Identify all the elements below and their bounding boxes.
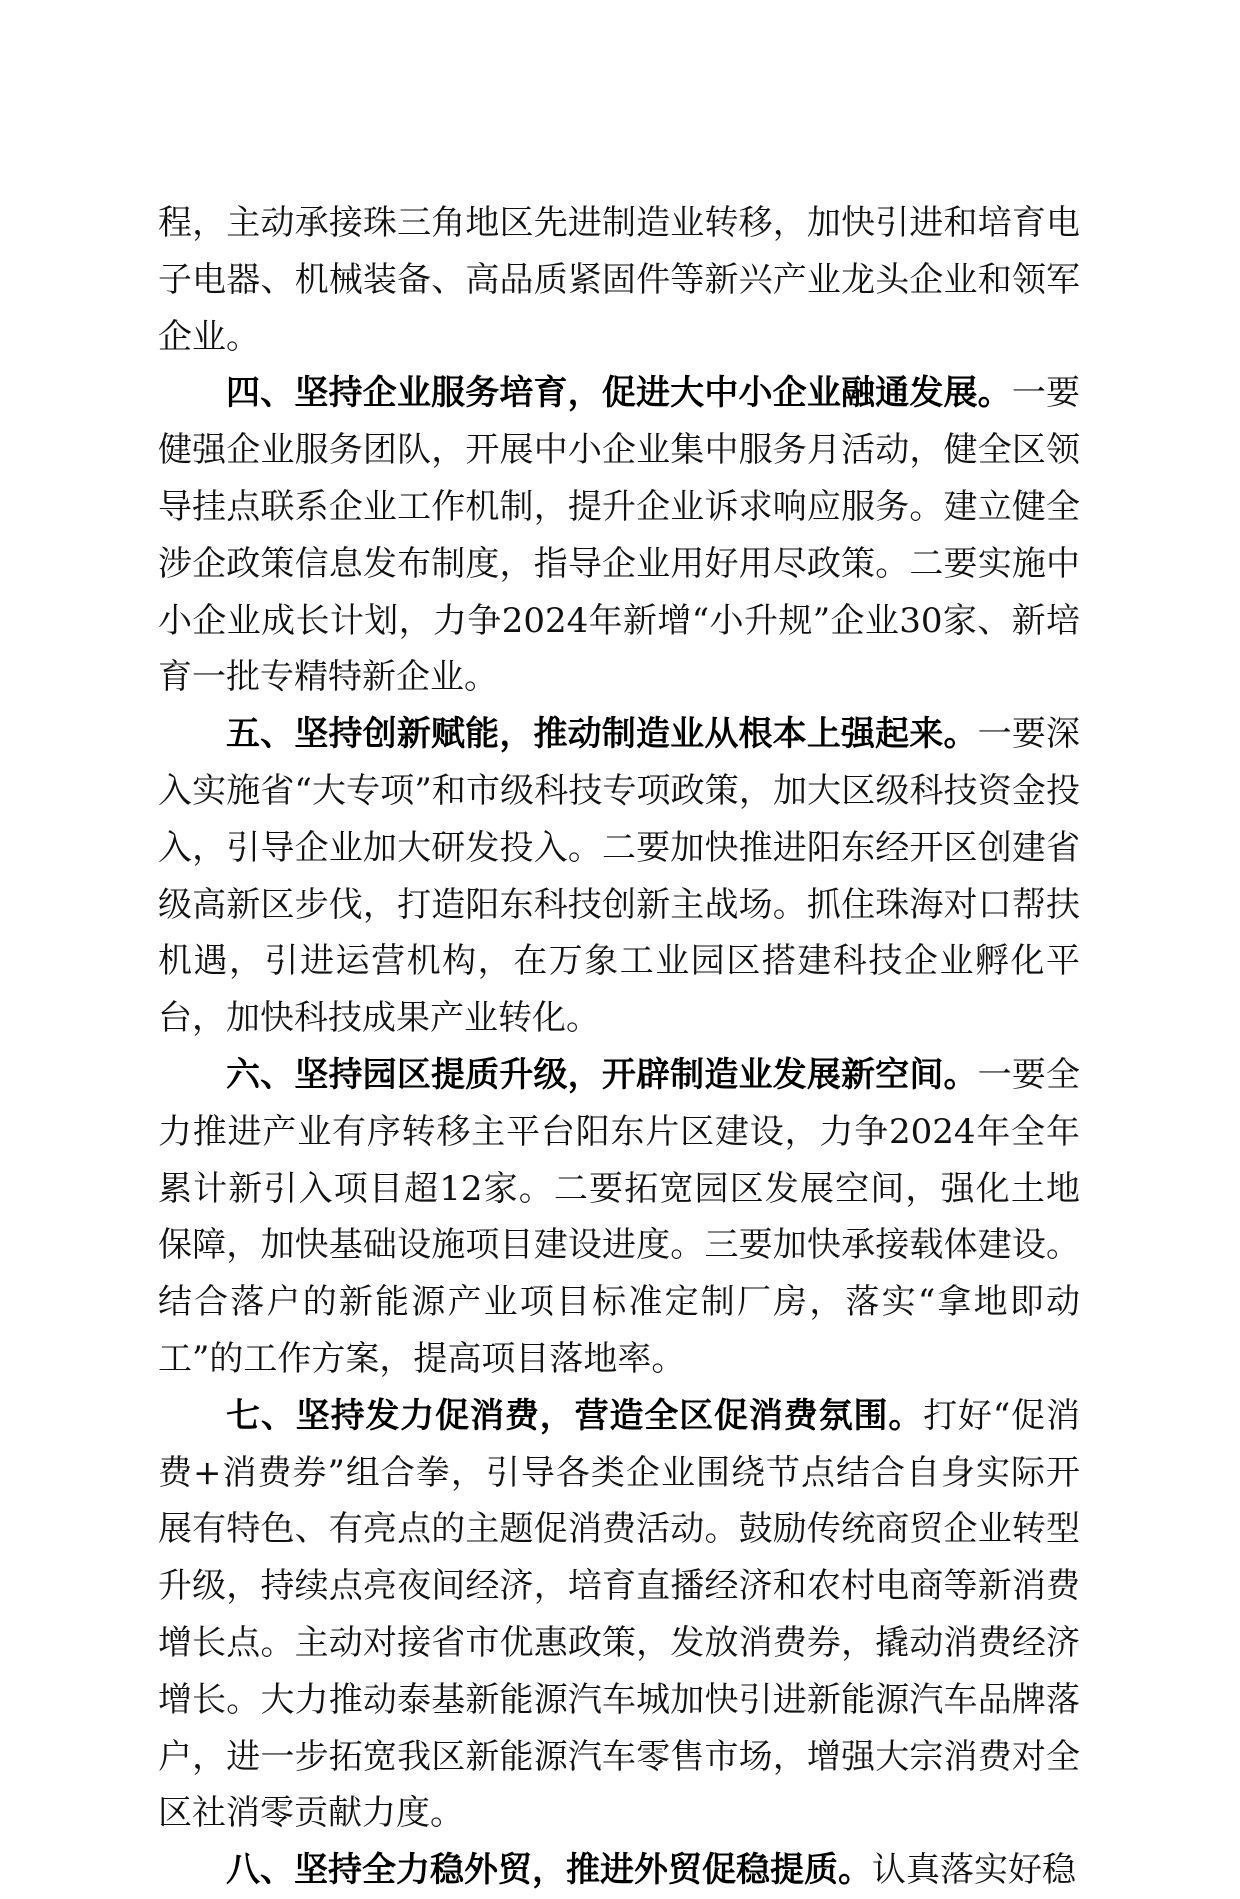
section-heading-4: 四、坚持企业服务培育，促进大中小企业融通发展。 bbox=[226, 373, 1012, 414]
section-heading-6: 六、坚持园区提质升级，开辟制造业发展新空间。 bbox=[226, 1054, 978, 1095]
paragraph-section-5 bbox=[158, 706, 1080, 1047]
document-body bbox=[158, 195, 1080, 1899]
paragraph-body-text: 一要深入实施省“大专项”和市级科技专项政策，加大区级科技资金投入，引导企业加大研发投入。二要加快推进阳东经开区创建省级高新区步伐，打造阳东科技创新主战场。抓住珠海对口帮扶机遇，引进运营机构，在万象工业园区搭建科技企业孵化平台，加快科技成果产业转化。 bbox=[158, 714, 1081, 1039]
paragraph-section-7 bbox=[158, 1388, 1080, 1842]
paragraph-continuation bbox=[158, 195, 1080, 365]
paragraph-body-text: 一要全力推进产业有序转移主平台阳东片区建设，力争2024年全年累计新引入项目超12家。二要拓宽园区发展空间，强化土地保障，加快基础设施项目建设进度。三要加快承接载体建设。结合落户的新能源产业项目标准定制厂房，落实“拿地即动工”的工作方案，提高项目落地率。 bbox=[158, 1054, 1081, 1379]
paragraph-body-text: 一要健强企业服务团队，开展中小企业集中服务月活动，健全区领导挂点联系企业工作机制，提升企业诉求响应服务。建立健全涉企政策信息发布制度，指导企业用好用尽政策。二要实施中小企业成长计划，力争2024年新增“小升规”企业30家、新培育一批专精特新企业。 bbox=[158, 373, 1081, 698]
paragraph-section-8 bbox=[158, 1842, 1080, 1899]
paragraph-body-text: 认真落实好稳 bbox=[872, 1850, 1076, 1891]
section-heading-8: 八、坚持全力稳外贸，推进外贸促稳提质。 bbox=[226, 1850, 872, 1891]
paragraph-body-text: 程，主动承接珠三角地区先进制造业转移，加快引进和培育电子电器、机械装备、高品质紧固件等新兴产业龙头企业和领军企业。 bbox=[158, 203, 1080, 357]
section-heading-7: 七、坚持发力促消费，营造全区促消费氛围。 bbox=[226, 1395, 924, 1436]
paragraph-section-6 bbox=[158, 1047, 1080, 1388]
section-heading-5: 五、坚持创新赋能，推动制造业从根本上强起来。 bbox=[226, 714, 978, 755]
paragraph-body-text: 打好“促消费+消费券”组合拳，引导各类企业围绕节点结合自身实际开展有特色、有亮点的主题促消费活动。鼓励传统商贸企业转型升级，持续点亮夜间经济，培育直播经济和农村电商等新消费增长点。主动对接省市优惠政策，发放消费券，撬动消费经济增长。大力推动泰基新能源汽车城加快引进新能源汽车品牌落户，进一步拓宽我区新能源汽车零售市场，增强大宗消费对全区社消零贡献力度。 bbox=[158, 1395, 1081, 1834]
paragraph-section-4 bbox=[158, 365, 1080, 706]
